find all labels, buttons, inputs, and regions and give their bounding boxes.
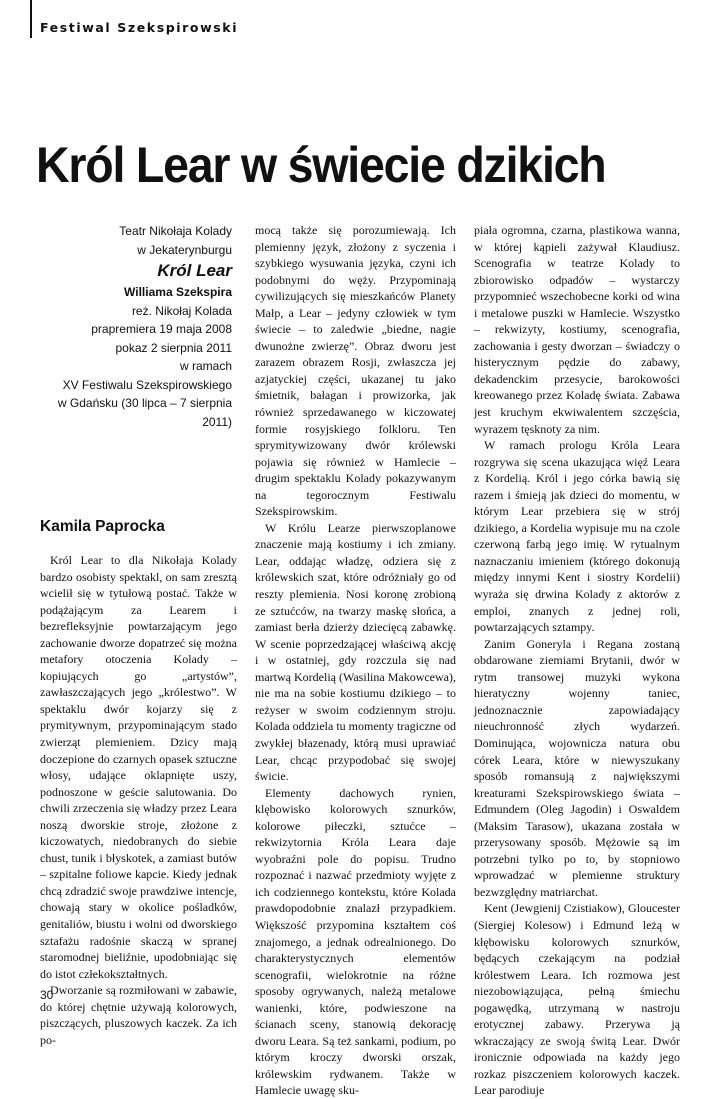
paragraph: Król Lear to dla Nikołaja Kolady bardzo osobisty spektakl, on sam zresztą wcielił się w tytułową postać. Także w podążającym za Learem i bezrefleksyjnie powtarzającym jego zachowanie dworze dopatrzeć się można metafory otoczenia Kolady – kopiujących go „artystów”, zawłaszczających jego „królestwo”. W spektaklu dwór kojarzy się z prymitywnym, przypominającym stado zwierząt plemieniem. Dzicy mają doczepione do czarnych opasek sztuczne włosy, udające oklapnięte uszy, podnoszone w geście salutowania. Do chwili zrzeczenia się władzy przez Leara noszą dworskie stroje, złożone z kiczowatych, niedobranych do siebie chust, tunik i błyskotek, a zamiast butów – szpitalne foliowe kapcie. Kiedy jednak chcą zdradzić swoje prawdziwe intencje, chowają stary w okolice pośladków, genitaliów, biustu i wolni od dworskiego sztafażu radośnie skaczą w spranej staromodnej bieliźnie, upodobniając się do istot człekokształtnych. <box>40 553 237 981</box>
production-info <box>40 222 232 431</box>
paragraph: Dworzanie są rozmiłowani w zabawie, do której chętnie używają kolorowych, piszczących, pluszowych kaczek. Za ich po- <box>40 983 237 1047</box>
theatre-name: Teatr Nikołaja Kolady <box>119 224 232 238</box>
text-column-3 <box>474 222 680 1099</box>
director: reż. Nikołaj Kolada <box>131 303 232 318</box>
paragraph: Elementy dachowych rynien, klębowisko kolorowych sznurków, kolorowe piłeczki, sztućce – rekwizytornia Króla Leara daje wyobraźni pole do popisu. Trudno rozpoznać i nazwać przedmioty wyjęte z ich codziennego kontekstu, które Kolada prawdopodobnie znalazł przypadkiem. Większość przypomina kształtem coś znajomego, a jednak odrealnionego. Do charakterystycznych elementów scenografii, wielokrotnie na różne sposoby ogrywanych, należą metalowe wanienki, które, podwieszone na ścianach sceny, stanowią dekorację dworu Leara. Są też sankami, podium, po którym kroczy dworski orszak, królewskim rydwanem. Także w Hamlecie uwagę sku- <box>255 785 456 1098</box>
festival-name: XV Festiwalu Szekspirowskiego <box>62 377 232 392</box>
festival-place: w Gdańsku (30 lipca – 7 sierpnia 2011) <box>57 396 232 429</box>
play-author: Williama Szekspira <box>124 285 232 299</box>
frame-text: w ramach <box>179 359 232 373</box>
show-date: pokaz 2 sierpnia 2011 <box>115 340 232 355</box>
paragraph: Kent (Jewgienij Czistiakow), Gloucester (Siergiej Kolesow) i Edmund leżą w kłębowisku kolorowych sznurków, będących czekającym na podział królestwem Leara. Ich rozmowa jest niezobowiązująca, pełną śmiechu pogawędką, utrzymaną w nastroju erotycznej zabawy. Przerywa ją wkraczający ze swoją świtą Lear. Dwór ironicznie odpowiada na każdy jego rozkaz piszczeniem kolorowych kaczek. Lear parodiuje <box>474 901 680 1098</box>
section-header: Festiwal Szekspirowski <box>40 20 239 35</box>
paragraph: W Królu Learze pierwszoplanowe znaczenie mają kostiumy i ich zmiany. Lear, oddając władzę, odziera się z królewskich szat, które odróżniały go od reszty plemienia. Nosi koronę zrobioną ze sztućców, na twarzy maskę słońca, a zamiast berła dzierży dziecięcą zabawkę. W scenie poprzedzającej właściwą akcję i w ostatniej, gdy rozczula się nad martwą Kordelią (Wasilina Makowcewa), nie ma na sobie kostiumu dzikiego – to reżyser w swoim codziennym stroju. Kolada oddziela tu momenty tragiczne od zwykłej błazenady, którą musi uprawiać Lear, chcąc przypodobać się swojej świcie. <box>255 520 456 784</box>
theatre-city: w Jekaterynburgu <box>137 242 232 257</box>
page-number: 30 <box>40 988 54 1002</box>
play-title: Król Lear <box>157 261 232 280</box>
article-title: Król Lear w świecie dzikich <box>36 137 606 193</box>
header-rule <box>30 0 32 38</box>
paragraph: piała ogromna, czarna, plastikowa wanna, w której kąpieli zażywał Klaudiusz. Scenografia w teatrze Kolady to zbiorowisko odpadów – wystarczy przypomnieć wszechobecne korki od wina i metalowe puszki w Hamlecie. Wszystko – rekwizyty, kostiumy, scenografia, zachowania i gesty dworzan – świadczy o histerycznym pędzie do zabawy, dekadenckim przesycie, barokowości kreowanego przez Koladę świata. Zabawa jest kruchym ekwiwalentem szczęścia, wyrazem tęsknoty za nim. <box>474 223 680 436</box>
premiere-date: prapremiera 19 maja 2008 <box>91 322 232 336</box>
paragraph: W ramach prologu Króla Leara rozgrywa się scena ukazująca więź Leara z Kordelią. Król i jego córka bawią się razem i śmieją jak dzieci do momentu, w którym Lear przebiera się w strój dzikiego, a Kordelia wypisuje mu na czole czerwoną farbą jego imię. W rytualnym naznaczaniu imieniem (którego dokonują między innymi Kent i siostry Kordelii) wyraża się drwina Kolady z aktorów z emploi, znanych z jednej roli, powtarzających sztampy. <box>474 438 680 635</box>
text-column-1 <box>40 552 237 1048</box>
text-column-2 <box>255 222 456 1099</box>
paragraph: Zanim Goneryla i Regana zostaną obdarowane ziemiami Brytanii, dwór w rytm transowej muzyki wykona hieratyczny wojenny taniec, jednoznacznie zapowiadający nieuchronność złych wydarzeń. Dominująca, wojownicza natura obu córek Leara, które w niewyszukany sposób romansują z największymi kreaturami Szekspirowskiego świata – Edmundem (Oleg Jagodin) i Oswaldem (Maksim Tarasow), ukazana została w przerysowany sposób. Mężowie są im potrzebni tylko po to, by stopniowo wprowadzać w plemienne struktury bezwzględny matriarchat. <box>474 636 680 899</box>
article-author: Kamila Paprocka <box>40 518 165 535</box>
paragraph: mocą także się porozumiewają. Ich plemienny język, złożony z syczenia i szybkiego wysuwania języka, czyni ich podobnymi do węży. Przypominają cywilizujących się mieszkańców Planety Małp, a Lear – jedyny człowiek w tym świecie – to zaledwie „biedne, nagie dwunożne zwierzę”. Obraz dworu jest zarazem obrazem Rosji, zwłaszcza jej azjatyckiej części, ukazanej tu jako śmietnik, bałagan i prowizorka, jak również sprzedawanego w kiczowatej formie rosyjskiego folkloru. Ten sprymitywizowany dwór królewski pojawia się również w Hamlecie – drugim spektaklu Kolady pokazywanym na tegorocznym Festiwalu Szekspirowskim. <box>255 223 456 519</box>
